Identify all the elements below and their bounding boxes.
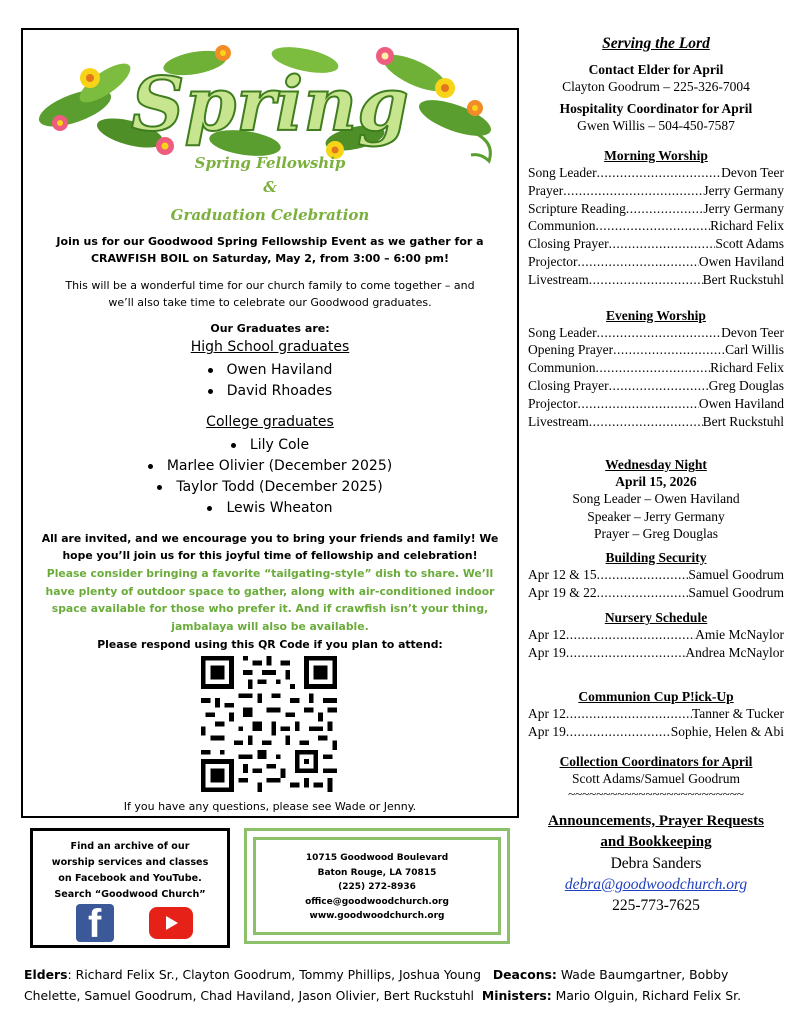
event-title-1: Spring Fellowship xyxy=(194,154,346,172)
archive-line: worship services and classes xyxy=(51,857,209,868)
person-name: Bert Ruckstuhl xyxy=(702,271,784,287)
questions-note: If you have any questions, please see Wade or Jenny. xyxy=(123,800,417,813)
contact-name: Debra Sanders xyxy=(610,854,702,872)
invite-line: All are invited, and we encourage you to bring your friends and family! We xyxy=(41,532,499,545)
deacons-names-cont: Chelette, Samuel Goodrum, Chad Haviland, Jason Olivier, Bert Ruckstuhl xyxy=(24,988,474,1003)
date-label: Apr 12 xyxy=(528,706,566,722)
date-label: Apr 12 xyxy=(528,627,566,643)
contact-email-link[interactable]: debra@goodwoodchurch.org xyxy=(564,875,748,893)
announcements-line: Announcements, Prayer Requests xyxy=(548,812,764,829)
ministers-names: Mario Olguin, Richard Felix Sr. xyxy=(551,988,742,1003)
graduate-name: David Rhoades xyxy=(226,383,333,399)
role-label: Livestream xyxy=(528,271,589,287)
tilde-divider: ~~~~~~~~~~~~~~~~~~~~~~~~~ xyxy=(568,786,744,801)
person-name: Andrea McNaylor xyxy=(685,645,784,661)
role-label: Closing Prayer xyxy=(528,377,609,393)
person-name: Greg Douglas xyxy=(708,377,784,393)
youtube-icon[interactable] xyxy=(149,907,193,939)
list-item xyxy=(528,705,784,723)
facebook-icon[interactable]: f xyxy=(76,904,114,942)
list-item xyxy=(528,235,784,253)
date-label: Apr 19 xyxy=(528,645,566,661)
list-item xyxy=(528,341,784,359)
list-item xyxy=(528,626,784,644)
intro-line: Join us for our Goodwood Spring Fellowship Event as we gather for a xyxy=(56,235,484,248)
spring-banner-word: Spring xyxy=(131,62,409,148)
wednesday-date: April 15, 2026 xyxy=(615,474,697,490)
rsvp-qr-code[interactable] xyxy=(201,656,337,792)
list-item xyxy=(23,477,517,498)
fellowship-line: This will be a wonderful time for our church family to come together – and xyxy=(65,279,475,292)
person-name: Carl Willis xyxy=(725,342,784,358)
person-name: Devon Teer xyxy=(721,165,784,180)
archive-line: Search “Goodwood Church” xyxy=(54,889,206,900)
address-street: 10715 Goodwood Boulevard xyxy=(305,853,449,863)
hospitality-label: Hospitality Coordinator for April xyxy=(559,101,753,116)
evening-worship-list xyxy=(528,324,784,431)
security-label: Building Security xyxy=(605,549,707,565)
announcements-label xyxy=(528,811,784,853)
list-item xyxy=(528,200,784,218)
intro-line: CRAWFISH BOIL on Saturday, May 2, from 3:00 – 6:00 pm! xyxy=(90,252,450,265)
fellowship-line: we’ll also take time to celebrate our Goodwood graduates. xyxy=(108,296,432,309)
wednesday-label: Wednesday Night xyxy=(605,457,707,473)
footer-line xyxy=(24,985,784,1006)
list-item xyxy=(528,182,784,200)
archive-line: on Facebook and YouTube. xyxy=(58,873,202,884)
address-block xyxy=(247,851,507,924)
person-name: Owen Haviland xyxy=(698,395,784,411)
graduate-name: Marlee Olivier (December 2025) xyxy=(166,458,393,474)
sidebar xyxy=(528,34,784,916)
event-flyer xyxy=(21,28,519,818)
graduates-label: Our Graduates are: xyxy=(210,322,330,335)
list-item xyxy=(528,566,784,584)
tailgate-paragraph xyxy=(23,565,517,635)
address-website[interactable]: www.goodwoodchurch.org xyxy=(309,911,445,921)
role-label: Communion xyxy=(528,360,596,376)
person-name: Richard Felix xyxy=(710,360,784,376)
address-phone: (225) 272-8936 xyxy=(338,882,416,892)
elders-label: Elders xyxy=(24,967,68,982)
list-item xyxy=(528,324,784,342)
high-school-label: High School graduates xyxy=(190,339,350,355)
announcements-line: and Bookkeeping xyxy=(600,833,712,850)
high-school-list xyxy=(23,360,517,402)
contact-elder-label: Contact Elder for April xyxy=(588,62,724,77)
person-name: Tanner & Tucker xyxy=(691,706,784,722)
bullet-icon xyxy=(208,389,213,394)
person-name: Amie McNaylor xyxy=(695,627,784,643)
nursery-label: Nursery Schedule xyxy=(604,610,708,626)
person-name: Richard Felix xyxy=(710,218,784,234)
hospitality-value: Gwen Willis – 504-450-7587 xyxy=(577,118,735,133)
bullet-icon xyxy=(148,464,153,469)
qr-prompt: Please respond using this QR Code if you plan to attend: xyxy=(97,638,443,651)
elders-names: : Richard Felix Sr., Clayton Goodrum, Tommy Phillips, Joshua Young xyxy=(67,967,481,982)
bullet-icon xyxy=(208,368,213,373)
college-list xyxy=(23,435,517,519)
college-label: College graduates xyxy=(206,414,334,430)
date-label: Apr 19 & 22 xyxy=(528,584,597,600)
morning-worship-label: Morning Worship xyxy=(604,148,708,163)
list-item xyxy=(528,217,784,235)
morning-worship-list xyxy=(528,164,784,289)
list-item xyxy=(528,723,784,741)
collection-label: Collection Coordinators for April xyxy=(559,753,753,769)
collection-value: Scott Adams/Samuel Goodrum xyxy=(572,770,740,786)
tailgate-line: Please consider bringing a favorite “tailgating-style” dish to share. We’ll xyxy=(46,567,494,580)
list-item xyxy=(528,271,784,289)
deacons-names: Wade Baumgartner, Bobby xyxy=(556,967,729,982)
person-name: Sophie, Helen & Abi xyxy=(670,723,784,739)
event-title-amp: & xyxy=(263,178,277,196)
wednesday-line: Prayer – Greg Douglas xyxy=(593,526,719,542)
person-name: Jerry Germany xyxy=(703,200,784,216)
contact-phone: 225-773-7625 xyxy=(612,896,700,914)
person-name: Bert Ruckstuhl xyxy=(702,413,784,429)
address-email[interactable]: office@goodwoodchurch.org xyxy=(305,896,449,907)
list-item xyxy=(23,381,517,402)
address-box xyxy=(244,828,510,944)
archive-line: Find an archive of our xyxy=(70,841,190,852)
role-label: Opening Prayer xyxy=(528,342,614,358)
spring-banner xyxy=(35,38,505,166)
ministers-label: Ministers: xyxy=(481,988,552,1003)
invite-line: hope you’ll join us for this joyful time of fellowship and celebration! xyxy=(62,549,478,562)
list-item xyxy=(528,584,784,602)
intro-paragraph xyxy=(23,233,517,267)
archive-text xyxy=(33,839,227,903)
role-label: Livestream xyxy=(528,413,589,429)
bullet-icon xyxy=(231,443,236,448)
date-label: Apr 19 xyxy=(528,723,566,739)
list-item xyxy=(23,360,517,381)
list-item xyxy=(23,435,517,456)
person-name: Devon Teer xyxy=(721,324,784,340)
role-label: Scripture Reading xyxy=(528,200,626,216)
graduate-name: Owen Haviland xyxy=(226,362,333,378)
person-name: Samuel Goodrum xyxy=(688,584,784,600)
deacons-label: Deacons: xyxy=(492,967,557,982)
address-city: Baton Rouge, LA 70815 xyxy=(317,867,437,878)
graduate-name: Taylor Todd (December 2025) xyxy=(176,479,383,495)
evening-worship-label: Evening Worship xyxy=(606,307,706,323)
list-item xyxy=(528,395,784,413)
role-label: Communion xyxy=(528,218,596,234)
bullet-icon xyxy=(157,485,162,490)
tailgate-line: have plenty of outdoor space to gather, along with air-conditioned indoor xyxy=(45,584,495,598)
wednesday-line: Song Leader – Owen Haviland xyxy=(572,491,740,507)
role-label: Song Leader xyxy=(528,324,597,340)
person-name: Jerry Germany xyxy=(703,182,784,198)
list-item xyxy=(528,164,784,182)
archive-box xyxy=(30,828,230,948)
role-label: Song Leader xyxy=(528,165,597,180)
tailgate-line: jambalaya will also be available. xyxy=(171,619,369,633)
sidebar-title: Serving the Lord xyxy=(602,35,710,52)
role-label: Projector xyxy=(528,253,578,269)
list-item xyxy=(528,644,784,662)
person-name: Samuel Goodrum xyxy=(688,566,784,582)
event-title-2: Graduation Celebration xyxy=(170,206,370,224)
role-label: Prayer xyxy=(528,182,564,198)
list-item xyxy=(23,498,517,519)
list-item xyxy=(23,456,517,477)
bullet-icon xyxy=(207,506,212,511)
role-label: Closing Prayer xyxy=(528,236,609,252)
footer-line xyxy=(24,964,784,985)
communion-cup-label: Communion Cup P!ick-Up xyxy=(578,689,734,705)
leadership-footer xyxy=(24,964,784,1006)
person-name: Scott Adams xyxy=(715,236,784,252)
list-item xyxy=(528,253,784,271)
list-item xyxy=(528,413,784,431)
contact-elder-value: Clayton Goodrum – 225-326-7004 xyxy=(562,79,750,94)
date-label: Apr 12 & 15 xyxy=(528,566,597,582)
list-item xyxy=(528,359,784,377)
wednesday-line: Speaker – Jerry Germany xyxy=(587,508,725,524)
role-label: Projector xyxy=(528,395,578,411)
tailgate-line: space available for those who prefer it. And if crawfish isn’t your thing, xyxy=(51,602,489,615)
person-name: Owen Haviland xyxy=(698,253,784,269)
fellowship-paragraph xyxy=(23,277,517,311)
invite-paragraph xyxy=(23,530,517,564)
list-item xyxy=(528,377,784,395)
graduate-name: Lily Cole xyxy=(249,437,310,453)
graduate-name: Lewis Wheaton xyxy=(226,500,333,516)
